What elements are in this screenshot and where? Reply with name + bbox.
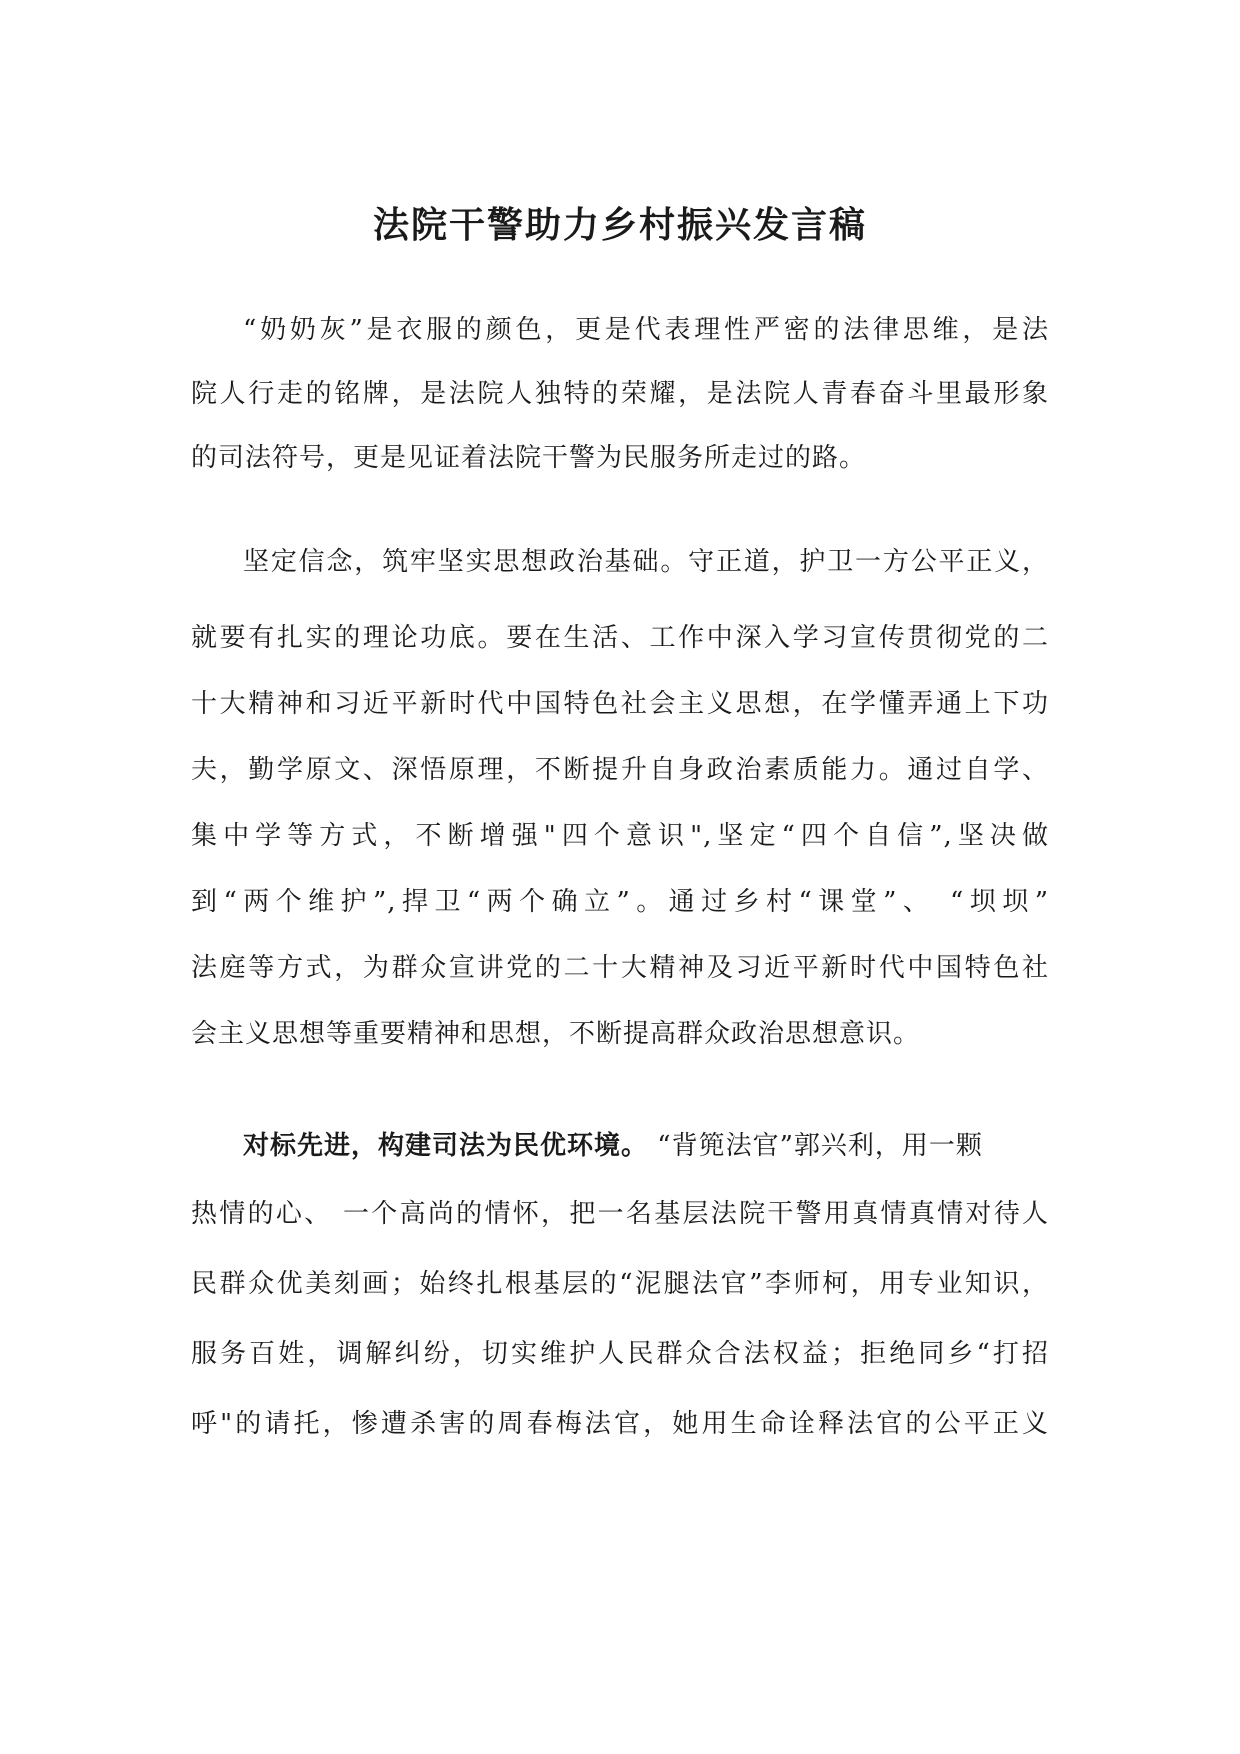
paragraph-1-line-2: 院人行走的铭牌，是法院人独特的荣耀，是法院人青春奋斗里最形象: [191, 379, 1049, 409]
paragraph-2-line-8: 会主义思想等重要精神和思想，不断提高群众政治思想意识。: [191, 1019, 921, 1049]
paragraph-3-first-rest: “背篼法官”郭兴利，用一颗: [648, 1131, 983, 1161]
paragraph-2-line-6: 到“两个维护”,捍卫“两个确立”。通过乡村“课堂”、 “坝坝”: [191, 887, 1049, 917]
paragraph-3-line-3: 民群众优美刻画；始终扎根基层的“泥腿法官”李师柯，用专业知识，: [191, 1269, 1049, 1299]
page-title: 法院干警助力乡村振兴发言稿: [372, 205, 867, 246]
paragraph-2-line-4: 夫，勤学原文、深悟原理，不断提升自身政治素质能力。通过自学、: [191, 755, 1049, 785]
paragraph-3-line-4: 服务百姓，调解纠纷，切实维护人民群众合法权益；拒绝同乡“打招: [191, 1339, 1049, 1369]
paragraph-2-line-5: 集中学等方式，不断增强"四个意识",坚定“四个自信”,坚决做: [191, 821, 1049, 851]
paragraph-1-line-3: 的司法符号，更是见证着法院干警为民服务所走过的路。: [191, 443, 867, 473]
paragraph-3-line-1: [243, 1124, 1049, 1168]
paragraph-2-line-2: 就要有扎实的理论功底。要在生活、工作中深入学习宣传贯彻党的二: [191, 623, 1049, 653]
paragraph-2-line-3: 十大精神和习近平新时代中国特色社会主义思想，在学懂弄通上下功: [191, 689, 1049, 719]
paragraph-3-line-5: 呼"的请托，惨遭杀害的周春梅法官，她用生命诠释法官的公平正义: [191, 1409, 1049, 1439]
paragraph-2-line-1: 坚定信念，筑牢坚实思想政治基础。守正道，护卫一方公平正义，: [243, 547, 1049, 577]
paragraph-3-line-2: 热情的心、 一个高尚的情怀，把一名基层法院干警用真情真情对待人: [191, 1199, 1049, 1229]
paragraph-1-line-1: “奶奶灰”是衣服的颜色，更是代表理性严密的法律思维，是法: [243, 315, 1049, 345]
paragraph-2-line-7: 法庭等方式，为群众宣讲党的二十大精神及习近平新时代中国特色社: [191, 953, 1049, 983]
paragraph-3-lead: 对标先进，构建司法为民优环境。: [243, 1131, 649, 1161]
